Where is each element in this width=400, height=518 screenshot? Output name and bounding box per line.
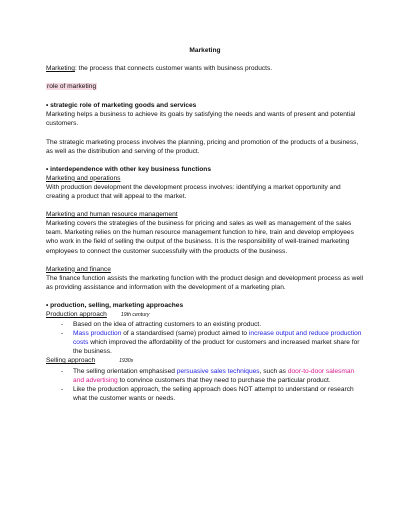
production-bullet-2-text-2: which improved the affordability of the product for customers and increased market share for the business. (73, 339, 360, 356)
selling-bullet-1-text-1: The selling orientation emphasised (73, 367, 177, 375)
definition-line (46, 64, 364, 73)
selling-bullet-2 (46, 385, 364, 403)
hr-label: Marketing and human resource management (46, 211, 178, 219)
selling-bullet-1 (46, 367, 364, 385)
selling-bullet-1-text-2: , such as (259, 367, 288, 375)
production-bullet-1 (46, 320, 364, 329)
increase-output-highlight: increase output and reduce production costs (73, 330, 362, 347)
dash-marker: - (61, 321, 64, 329)
persuasive-sales-highlight: persuasive sales techniques (176, 367, 260, 375)
operations-label: Marketing and operations (46, 174, 121, 182)
production-bullet-2 (46, 329, 364, 356)
approaches-heading: • production, selling, marketing approaches (46, 301, 184, 309)
production-bullet-2-text-1: of a standardised (same) product aimed to (121, 330, 249, 338)
document-body (46, 46, 364, 403)
finance-label: Marketing and finance (46, 265, 111, 273)
production-label: Production approach (46, 310, 107, 318)
strategic-paragraph-2: The strategic marketing process involves the planning, pricing and promotion of the products of a business, as well as the distribution and serving of the product. (46, 138, 359, 155)
dash-marker: - (61, 367, 64, 375)
mass-production-highlight: Mass production (73, 330, 122, 338)
production-era: 19th century (120, 311, 150, 318)
production-bullet-1-text: Based on the idea of attracting customers to an existing product. (73, 321, 262, 329)
selling-bullet-1-text-3: to convince customers that they need to purchase the particular product. (117, 376, 331, 384)
strategic-paragraph-1: Marketing helps a business to achieve its goals by satisfying the needs and wants of present and potential customers. (46, 111, 356, 128)
page-title: Marketing (189, 47, 221, 54)
finance-text: The finance function assists the marketing function with the product design and development process as well as providing assistance and information with the development of a marketing plan. (46, 274, 364, 291)
interdependence-heading: • interdependence with other key business functions (46, 165, 211, 173)
door-to-door-highlight: door-to-door salesman and advertising (73, 367, 355, 384)
production-label-row (46, 310, 364, 320)
dash-marker: - (61, 385, 64, 393)
strategic-heading: • strategic role of marketing goods and services (46, 102, 197, 110)
operations-text: With production development the development process involves: identifying a market opportunity and creating a product that will appeal to the market. (46, 183, 341, 201)
selling-era: 1930s (119, 358, 134, 365)
dash-marker: - (61, 330, 64, 338)
role-heading-line (46, 82, 364, 91)
selling-bullet-2-text: Like the production approach, the selling approach does NOT attempt to understand or research what the customer wants or needs. (73, 385, 354, 402)
definition-term: Marketing (46, 65, 75, 73)
selling-label-row (46, 356, 364, 366)
role-heading: role of marketing (47, 83, 97, 91)
selling-label: Selling approach (46, 357, 96, 365)
definition-text: : the process that connects customer wants with business products. (74, 65, 273, 73)
hr-text: Marketing covers the strategies of the business for pricing and sales as well as management of the sales team. Marketing relies on the human resource management function to hire, train and develop employees who work in the field of selling the output of the business. It is the responsibility of well-trained marketing employees to connect the customer successfully with the products of the business. (46, 220, 354, 255)
